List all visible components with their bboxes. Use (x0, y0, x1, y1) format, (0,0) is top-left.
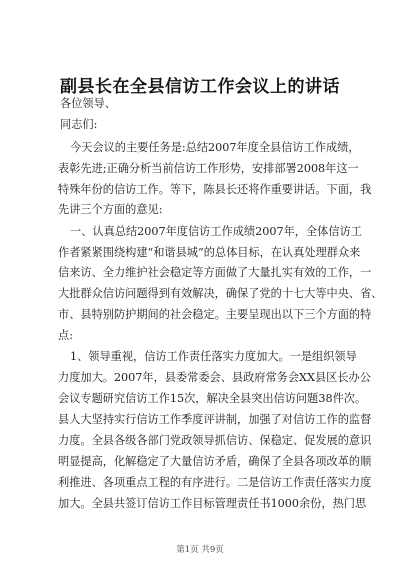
paragraph-line: 作者紧紧围绕构建“和谐县城”的总体目标，在认真处理群众来 (58, 246, 361, 259)
paragraph-line: 大批群众信访问题得到有效解决，确保了党的十七大等中央、省、 (58, 287, 383, 300)
paragraph-line: 特殊年份的信访工作。等下，陈县长还将作重要讲话。下面，我 (58, 183, 372, 196)
paragraph-line: 先讲三个方面的意见: (58, 203, 163, 216)
page-title: 副县长在全县信访工作会议上的讲话 (60, 77, 340, 97)
paragraph-line: 信来访、全力维护社会稳定等方面做了大量扎实有效的工作，一 (58, 266, 372, 279)
salutation-line-2: 同志们: (60, 118, 98, 131)
paragraph-line: 市、县特别防护期间的社会稳定。主要呈现出以下三个方面的特 (58, 308, 372, 321)
paragraph-line: 利推进、各项重点工程的有序进行。二是信访工作责任落实力度 (58, 476, 372, 489)
paragraph-line: 点: (58, 329, 73, 342)
paragraph-line: 今天会议的主要任务是:总结2007年度全县信访工作成绩， (70, 141, 360, 154)
paragraph-line: 1、领导重视，信访工作责任落实力度加大。一是组织领导 (70, 350, 357, 363)
paragraph-line: 表彰先进;正确分析当前信访工作形势，安排部署2008年这一 (58, 162, 359, 175)
paragraph-line: 明显提高，化解稳定了大量信访矛盾，确保了全县各项改革的顺 (58, 455, 372, 468)
paragraph-line: 一、认真总结2007年度信访工作成绩2007年，全体信访工 (70, 225, 362, 238)
paragraph-line: 县人大坚持实行信访工作季度评讲制，加强了对信访工作的监督 (58, 413, 372, 426)
paragraph-line: 力度。全县各级各部门党政领导抓信访、保稳定、促发展的意识 (58, 434, 372, 447)
paragraph-line: 加大。全县共签订信访工作目标管理责任书1000余份，热门思 (58, 497, 367, 510)
paragraph-line: 会议专题研究信访工作15次，解决全县突出信访问题38件次。 (58, 392, 367, 405)
paragraph-line: 力度加大。2007年，县委常委会、县政府常务会XX县区长办公 (58, 371, 371, 384)
page-number-footer: 第1页 共9页 (176, 545, 224, 555)
salutation-line-1: 各位领导、 (60, 97, 116, 110)
